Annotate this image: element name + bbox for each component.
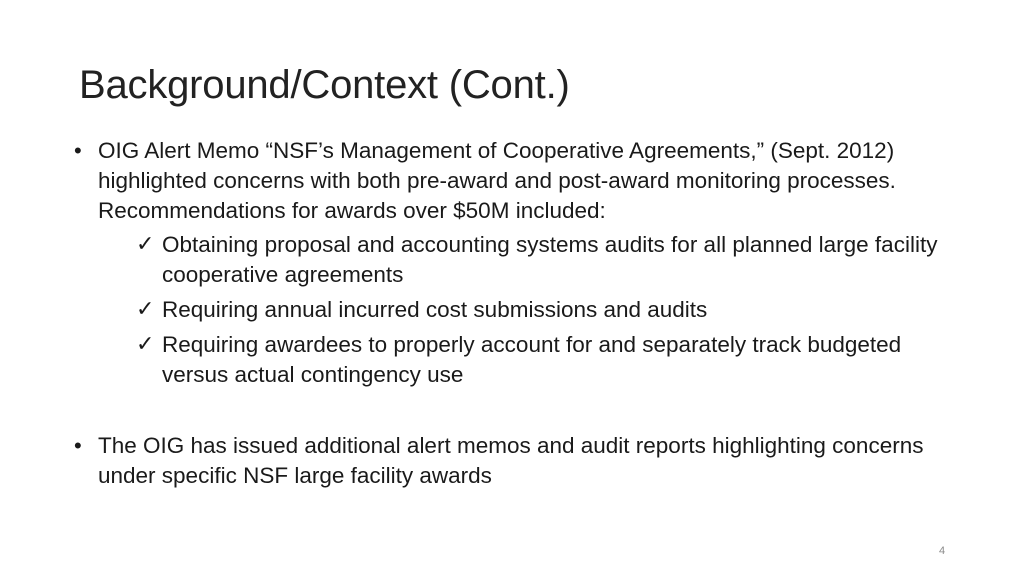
slide-title: Background/Context (Cont.) [79, 63, 570, 107]
checkmark-icon: ✓ [136, 332, 155, 357]
checkmark-icon: ✓ [136, 297, 155, 322]
recommendation-text: Obtaining proposal and accounting systems audits for all planned large facility cooperative agreements [162, 232, 938, 287]
page-number: 4 [938, 545, 946, 557]
bullet-text: OIG Alert Memo “NSF’s Management of Cooperative Agreements,” (Sept. 2012) highlighted concerns with both pre-award and post-award monitoring processes. Recommendations for awards over $50M included: [98, 138, 896, 223]
bullet-spacer [72, 395, 942, 431]
bullet-marker-icon: • [74, 138, 82, 163]
recommendation-item [136, 230, 942, 290]
bullet-text: The OIG has issued additional alert memos and audit reports highlighting concerns under specific NSF large facility awards [98, 433, 924, 488]
bullet-marker-icon: • [74, 433, 82, 458]
recommendation-text: Requiring awardees to properly account for and separately track budgeted versus actual contingency use [162, 332, 902, 387]
bullet-item [72, 136, 942, 390]
slide-content [72, 136, 942, 491]
recommendation-text: Requiring annual incurred cost submissions and audits [162, 297, 708, 322]
recommendation-item [136, 330, 942, 390]
recommendation-item [136, 295, 942, 325]
checkmark-icon: ✓ [136, 232, 155, 257]
bullet-item [72, 431, 942, 491]
recommendations-list [98, 230, 942, 390]
